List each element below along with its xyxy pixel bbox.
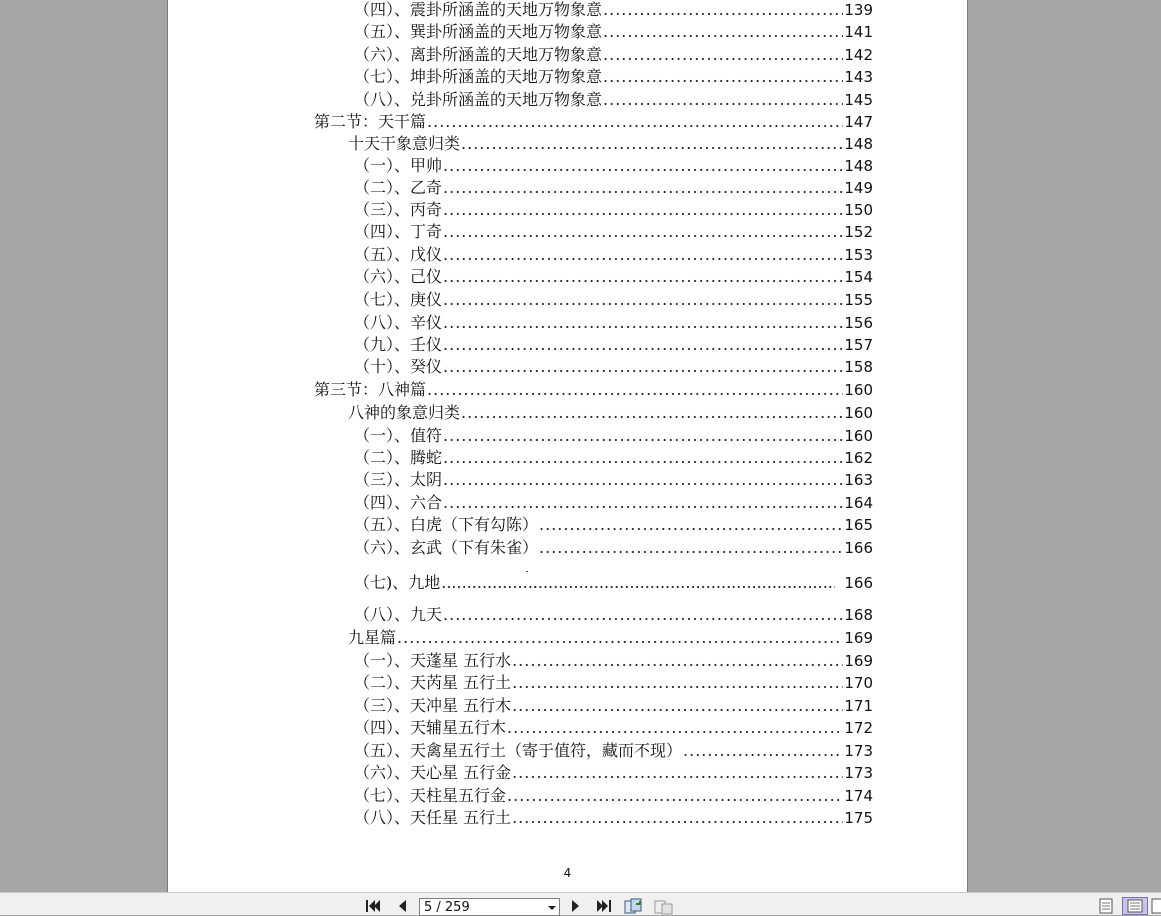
toc-dot-leader [603, 22, 843, 42]
toc-entry[interactable] [354, 426, 873, 446]
toc-entry-title: （八）、九天 [354, 605, 443, 624]
toc-entry[interactable] [354, 90, 873, 110]
toc-entry-title: （二）、天芮星 五行土 [354, 673, 512, 692]
toc-dot-leader [461, 134, 843, 154]
chevron-down-icon[interactable] [548, 906, 556, 910]
viewer-toolbar [0, 892, 1161, 915]
toc-entry[interactable] [354, 741, 873, 761]
toc-dot-leader [443, 245, 843, 265]
toc-entry[interactable] [354, 718, 873, 738]
toc-entry[interactable] [354, 493, 873, 513]
toc-dot-leader [603, 45, 843, 65]
toc-entry-title: （三）、太阴 [354, 470, 443, 489]
toc-dot-leader [443, 426, 843, 446]
toc-entry-title: （三）、天冲星 五行木 [354, 696, 512, 715]
toc-entry[interactable] [354, 156, 873, 176]
toc-dot-leader [507, 718, 843, 738]
toc-dot-leader [427, 112, 843, 132]
toc-entry[interactable] [348, 403, 873, 423]
continuous-view-icon[interactable] [1122, 897, 1148, 915]
toc-entry[interactable] [314, 112, 873, 132]
toc-dot-leader [512, 763, 843, 783]
toc-entry-page: 160 [844, 381, 873, 399]
toc-entry[interactable] [354, 22, 873, 42]
toc-entry[interactable] [354, 200, 873, 220]
toc-dot-leader [512, 673, 843, 693]
toc-dot-leader [443, 335, 843, 355]
toc-entry-page: 153 [844, 246, 873, 264]
toc-entry-page: 170 [844, 674, 873, 692]
toc-entry[interactable] [354, 605, 873, 625]
toc-entry-page: 166 [844, 574, 873, 592]
toc-dot-leader [512, 808, 843, 828]
toc-entry-title: （五）、戊仪 [354, 245, 443, 264]
toc-entry-page: 148 [844, 135, 873, 153]
toc-entry-page: 166 [844, 539, 873, 557]
toc-dot-leader [603, 0, 843, 20]
toc-entry-page: 150 [844, 201, 873, 219]
toc-dot-leader [443, 156, 843, 176]
toc-entry-title: （二）、腾蛇 [354, 448, 443, 467]
toc-entry-page: 155 [844, 291, 873, 309]
copy-page-icon[interactable] [653, 897, 675, 915]
toc-dot-leader [443, 313, 843, 333]
toc-entry-page: 154 [844, 268, 873, 286]
toc-dot-leader [443, 222, 843, 242]
toc-entry-page: 162 [844, 449, 873, 467]
toc-dot-leader [441, 573, 835, 593]
toc-dot-leader [443, 357, 843, 377]
facing-view-icon[interactable] [1151, 897, 1161, 915]
toc-entry-title: （七）、庚仪 [354, 290, 443, 309]
toc-entry-page: 157 [844, 336, 873, 354]
toc-dot-leader [512, 651, 843, 671]
toc-dot-leader [683, 741, 843, 761]
toc-entry-page: 149 [844, 179, 873, 197]
toc-entry[interactable] [354, 470, 873, 490]
toc-entry[interactable] [354, 763, 873, 783]
toc-entry-title: （八）、兑卦所涵盖的天地万物象意 [354, 90, 603, 109]
toc-entry-page: 163 [844, 471, 873, 489]
toc-entry-page: 173 [844, 742, 873, 760]
rotate-page-icon[interactable] [623, 897, 645, 915]
toc-entry-title: （一）、甲帅 [354, 156, 443, 175]
toc-entry-page: 147 [844, 113, 873, 131]
toc-entry[interactable] [354, 222, 873, 242]
toc-entry[interactable] [354, 651, 873, 671]
toc-entry-title: 十天干象意归类 [348, 134, 461, 153]
toc-entry-page: 171 [844, 697, 873, 715]
toc-entry[interactable] [354, 290, 873, 310]
toc-entry[interactable] [354, 808, 873, 828]
toc-dot-leader [443, 470, 843, 490]
toc-entry-title: （三）、丙奇 [354, 200, 443, 219]
toc-entry[interactable] [354, 67, 873, 87]
toc-entry-title: （六）、玄武（下有朱雀） [354, 538, 539, 557]
toc-entry-title: （四）、天辅星五行木 [354, 718, 507, 737]
toc-entry-title: （六）、己仪 [354, 267, 443, 286]
toc-entry-title: （五）、白虎（下有勾陈） [354, 515, 539, 534]
toc-dot-leader [443, 267, 843, 287]
toc-entry-title: （二）、乙奇 [354, 178, 443, 197]
toc-entry-page: 158 [844, 358, 873, 376]
toc-entry[interactable] [314, 380, 873, 400]
toc-entry-page: 165 [844, 516, 873, 534]
toc-entry-page: 168 [844, 606, 873, 624]
toc-entry-title: （四）、丁奇 [354, 222, 443, 241]
toc-entry-page: 143 [844, 68, 873, 86]
toc-entry-page: 172 [844, 719, 873, 737]
toc-entry-page: 160 [844, 404, 873, 422]
toc-entry-title: （四）、六合 [354, 493, 443, 512]
toc-entry-title: （九）、壬仪 [354, 335, 443, 354]
toc-entry-page: 160 [844, 427, 873, 445]
toc-entry[interactable] [354, 357, 873, 377]
toc-entry-title: （七）、天柱星五行金 [354, 786, 507, 805]
toc-dot-leader [443, 493, 843, 513]
toc-entry-title: （八）、天任星 五行土 [354, 808, 512, 827]
toc-dot-leader [397, 628, 843, 648]
toc-entry[interactable] [348, 628, 873, 648]
toc-entry[interactable] [354, 786, 873, 806]
toc-entry-title: （一）、天蓬星 五行水 [354, 651, 512, 670]
toc-dot-leader [443, 178, 843, 198]
toc-dot-leader [443, 200, 843, 220]
toc-entry[interactable] [354, 0, 873, 20]
toc-entry-title: （六）、天心星 五行金 [354, 763, 512, 782]
toc-entry[interactable] [348, 134, 873, 154]
toc-entry-title: （六）、离卦所涵盖的天地万物象意 [354, 45, 603, 64]
toc-entry-page: 175 [844, 809, 873, 827]
toc-entry-title: （八）、辛仪 [354, 313, 443, 332]
toc-entry-page: 145 [844, 91, 873, 109]
toc-entry-page: 173 [844, 764, 873, 782]
toc-dot-leader [539, 515, 843, 535]
toc-entry-title: （七)、九地 [354, 573, 441, 592]
toc-entry-title: （四）、震卦所涵盖的天地万物象意 [354, 0, 603, 19]
toc-entry[interactable] [354, 573, 873, 593]
toc-entry-page: 156 [844, 314, 873, 332]
toc-entry[interactable] [354, 178, 873, 198]
toc-entry-title: 第二节：天干篇 [314, 112, 427, 131]
prev-page-icon[interactable] [391, 897, 413, 915]
toc-entry-page: 152 [844, 223, 873, 241]
toc-dot-leader [443, 605, 843, 625]
toc-entry[interactable] [354, 515, 873, 535]
toc-entry[interactable] [354, 267, 873, 287]
toc-dot-leader [461, 403, 843, 423]
toc-entry-title: 第三节：八神篇 [314, 380, 427, 399]
document-page [167, 0, 968, 892]
toc-entry-page: 164 [844, 494, 873, 512]
page-footer-number: 4 [563, 866, 572, 880]
toc-dot-leader [512, 696, 843, 716]
toc-entry-page: 169 [844, 652, 873, 670]
page-indicator-text: 5 / 259 [424, 900, 470, 915]
toc-entry-title: （一）、值符 [354, 426, 443, 445]
toc-entry[interactable] [354, 245, 873, 265]
toc-entry-title: （七）、坤卦所涵盖的天地万物象意 [354, 67, 603, 86]
toc-entry-title: （十）、癸仪 [354, 357, 443, 376]
toc-entry[interactable] [354, 335, 873, 355]
toc-entry-page: 148 [844, 157, 873, 175]
toc-dot-leader [507, 786, 843, 806]
toc-dot-leader [603, 67, 843, 87]
toc-entry[interactable] [354, 313, 873, 333]
toc-entry-title: 八神的象意归类 [348, 403, 461, 422]
single-page-view-icon[interactable] [1095, 897, 1117, 915]
toc-entry[interactable] [354, 696, 873, 716]
toc-entry-title: （五）、巽卦所涵盖的天地万物象意 [354, 22, 603, 41]
toc-dot-leader [443, 290, 843, 310]
page-number-select[interactable] [419, 898, 560, 916]
toc-entry-page: 174 [844, 787, 873, 805]
toc-entry[interactable] [354, 45, 873, 65]
toc-entry-page: 141 [844, 23, 873, 41]
toc-dot-leader [603, 90, 843, 110]
toc-entry[interactable] [354, 448, 873, 468]
toc-entry-page: 142 [844, 46, 873, 64]
next-page-icon[interactable] [565, 897, 587, 915]
first-page-icon[interactable] [362, 897, 384, 915]
toc-entry-title: 九星篇 [348, 628, 397, 647]
toc-dot-leader [427, 380, 843, 400]
toc-entry[interactable] [354, 538, 873, 558]
toc-entry-page: 139 [844, 1, 873, 19]
last-page-icon[interactable] [593, 897, 615, 915]
toc-dot-leader [443, 448, 843, 468]
toc-entry[interactable] [354, 673, 873, 693]
toc-entry-page: 169 [844, 629, 873, 647]
scan-speck [526, 571, 528, 572]
toc-dot-leader [539, 538, 843, 558]
toc-entry-title: （五）、天禽星五行土（寄于值符，藏而不现） [354, 741, 683, 760]
